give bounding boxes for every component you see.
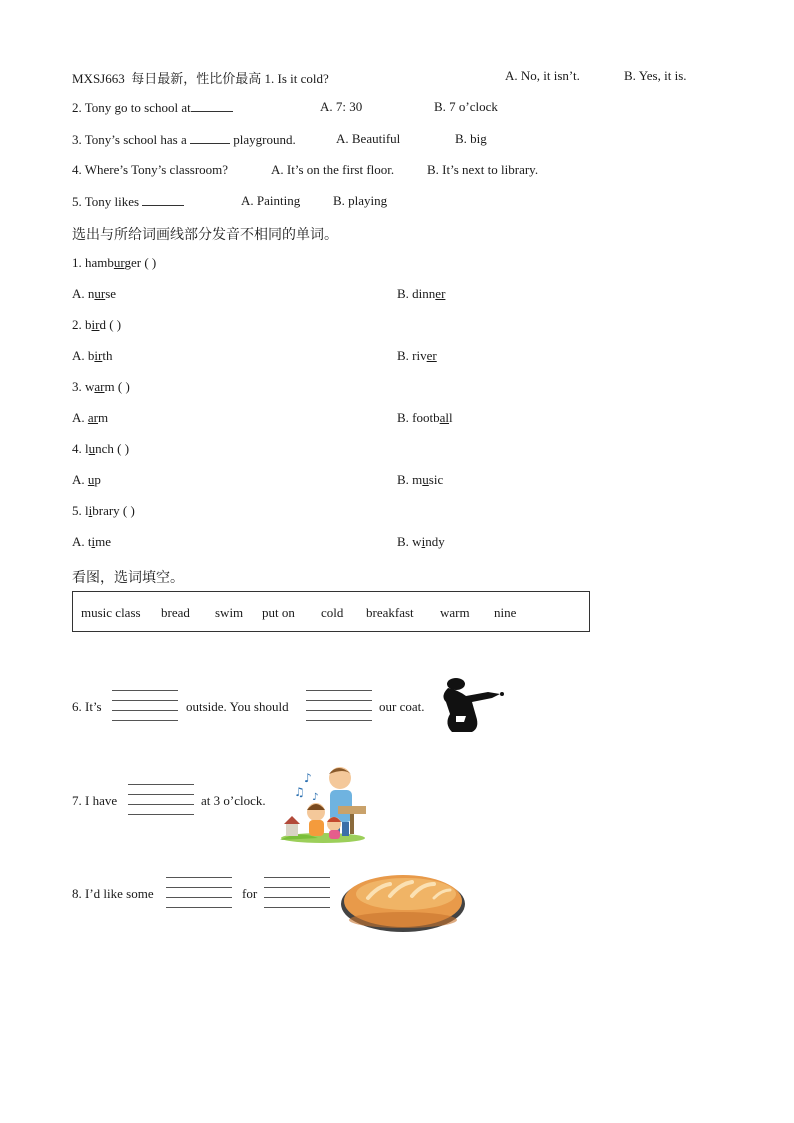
listening-q2-option-a: A. 7: 30 [320,99,363,114]
listening-q5-text: 5. Tony likes [72,194,140,209]
fill-q7-part1: 7. I have [72,793,118,808]
listening-q5 [72,193,184,210]
option-word-start: n [87,286,95,301]
pron-word-underlined: ur [113,255,125,270]
option-word-start: footb [412,410,440,425]
listening-q2-text: 2. Tony go to school at [72,100,191,115]
pron-question [72,503,135,519]
pron-option-a [72,534,111,550]
listening-q5-option-a: A. Painting [241,193,301,208]
listening-q3-text: 3. Tony’s school has a [72,132,187,147]
pron-word-start: w [85,379,95,394]
option-word-underlined: al [439,410,450,425]
svg-text:♪: ♪ [304,771,312,785]
svg-text:♫: ♫ [294,785,305,799]
word-bank-item: music class [81,605,141,620]
option-word-end: l [449,410,453,425]
pron-word-underlined: ir [91,317,100,332]
pron-word-underlined: i [88,503,93,518]
listening-q3-text-end: playground. [233,132,296,147]
pron-word-end: nch ( ) [95,441,130,456]
listening-q1: 1. Is it cold? [264,71,329,86]
pron-option-a [72,348,112,364]
option-word-end: ndy [425,534,445,549]
bread-icon [338,862,468,938]
option-word-underlined: ur [94,286,106,301]
fill-q8-part1: 8. I’d like some [72,886,154,901]
fill-q6-part2: outside. You should [186,699,289,714]
pron-question [72,379,130,395]
listening-q1-option-a: A. No, it isn’t. [505,68,580,83]
svg-text:♪: ♪ [312,792,319,803]
option-word-end: m [98,410,109,425]
option-word-underlined: u [87,472,95,487]
pron-option-b [397,472,443,488]
fill-q6-part3: our coat. [379,699,425,714]
pron-word-underlined: u [88,441,96,456]
fill-q6-part1: 6. It’s [72,699,102,714]
pron-num: 5. [72,503,85,518]
pron-option-a [72,410,108,426]
answer-blank-stack[interactable] [112,690,178,720]
music-class-icon [278,760,368,844]
pron-option-b [397,348,437,364]
word-bank-item: cold [321,605,344,620]
answer-blank[interactable] [191,99,233,112]
option-word-underlined: ir [94,348,103,363]
option-word-underlined: i [421,534,426,549]
option-word-start: w [412,534,422,549]
option-label: A. [72,472,88,487]
listening-q5-option-b: B. playing [333,193,388,208]
header-line [72,68,329,87]
word-bank-item: warm [440,605,470,620]
doc-slogan: 每日最新，性比价最高 [131,71,262,86]
listening-q3-option-b: B. big [455,131,487,146]
word-bank-item: breakfast [366,605,414,620]
pron-num: 2. [72,317,85,332]
option-label: A. [72,410,88,425]
option-word-start: b [87,348,95,363]
listening-q4-option-a: A. It’s on the first floor. [271,162,395,177]
option-label: A. [72,534,88,549]
pron-num: 1. [72,255,85,270]
pron-word-start: l [85,503,89,518]
pron-word-end: d ( ) [99,317,122,332]
word-bank-item: nine [494,605,517,620]
pron-word-end: ger ( ) [124,255,157,270]
answer-blank-stack[interactable] [128,784,194,814]
listening-q3 [72,131,296,148]
option-word-start: t [87,534,92,549]
listening-q2 [72,99,233,116]
option-label: B. [397,286,413,301]
option-word-end: me [95,534,112,549]
option-word-underlined: ar [87,410,98,425]
fill-q7-part2: at 3 o’clock. [201,793,266,808]
option-word-start: m [412,472,423,487]
word-bank-item: put on [262,605,295,620]
answer-blank-stack[interactable] [264,877,330,907]
word-bank [72,591,590,632]
option-word-underlined: i [91,534,96,549]
listening-q4: 4. Where’s Tony’s classroom? [72,162,229,177]
option-word-end: th [102,348,113,363]
option-word-start: riv [412,348,427,363]
answer-blank[interactable] [190,131,230,144]
pron-word-end: brary ( ) [92,503,135,518]
pron-option-b [397,410,453,426]
pron-question [72,317,121,333]
fill-q8-part2: for [242,886,258,901]
word-bank-item: swim [215,605,244,620]
option-word-end: se [105,286,117,301]
option-word-end: p [94,472,101,487]
pron-option-a [72,286,116,302]
pron-word-start: hamb [85,255,114,270]
option-word-underlined: er [435,286,446,301]
option-label: B. [397,534,413,549]
listening-q1-option-b: B. Yes, it is. [624,68,687,83]
option-label: B. [397,410,413,425]
pron-num: 3. [72,379,85,394]
pron-word-start: b [85,317,92,332]
doc-code: MXSJ663 [72,71,125,86]
pron-question [72,255,156,271]
option-word-end: sic [428,472,444,487]
option-word-underlined: u [422,472,429,487]
listening-q3-option-a: A. Beautiful [336,131,401,146]
option-word-start: dinn [412,286,436,301]
pron-question [72,441,129,457]
section-title-pronunciation: 选出与所给词画线部分发音不相同的单词。 [72,228,338,243]
option-label: B. [397,472,413,487]
listening-q4-option-b: B. It’s next to library. [427,162,539,177]
pron-word-end: m ( ) [104,379,130,394]
pron-option-a [72,472,101,488]
pron-num: 4. [72,441,85,456]
listening-q2-option-b: B. 7 o’clock [434,99,498,114]
section-title-fill: 看图，选词填空。 [72,571,184,586]
option-label: B. [397,348,413,363]
pron-word-underlined: ar [94,379,105,394]
option-label: A. [72,286,88,301]
pron-option-b [397,286,445,302]
coat-silhouette-icon [436,676,508,736]
pron-option-b [397,534,445,550]
answer-blank-stack[interactable] [306,690,372,720]
pron-word-start: l [85,441,89,456]
option-label: A. [72,348,88,363]
answer-blank[interactable] [142,193,184,206]
answer-blank-stack[interactable] [166,877,232,907]
option-word-underlined: er [426,348,437,363]
word-bank-item: bread [161,605,190,620]
